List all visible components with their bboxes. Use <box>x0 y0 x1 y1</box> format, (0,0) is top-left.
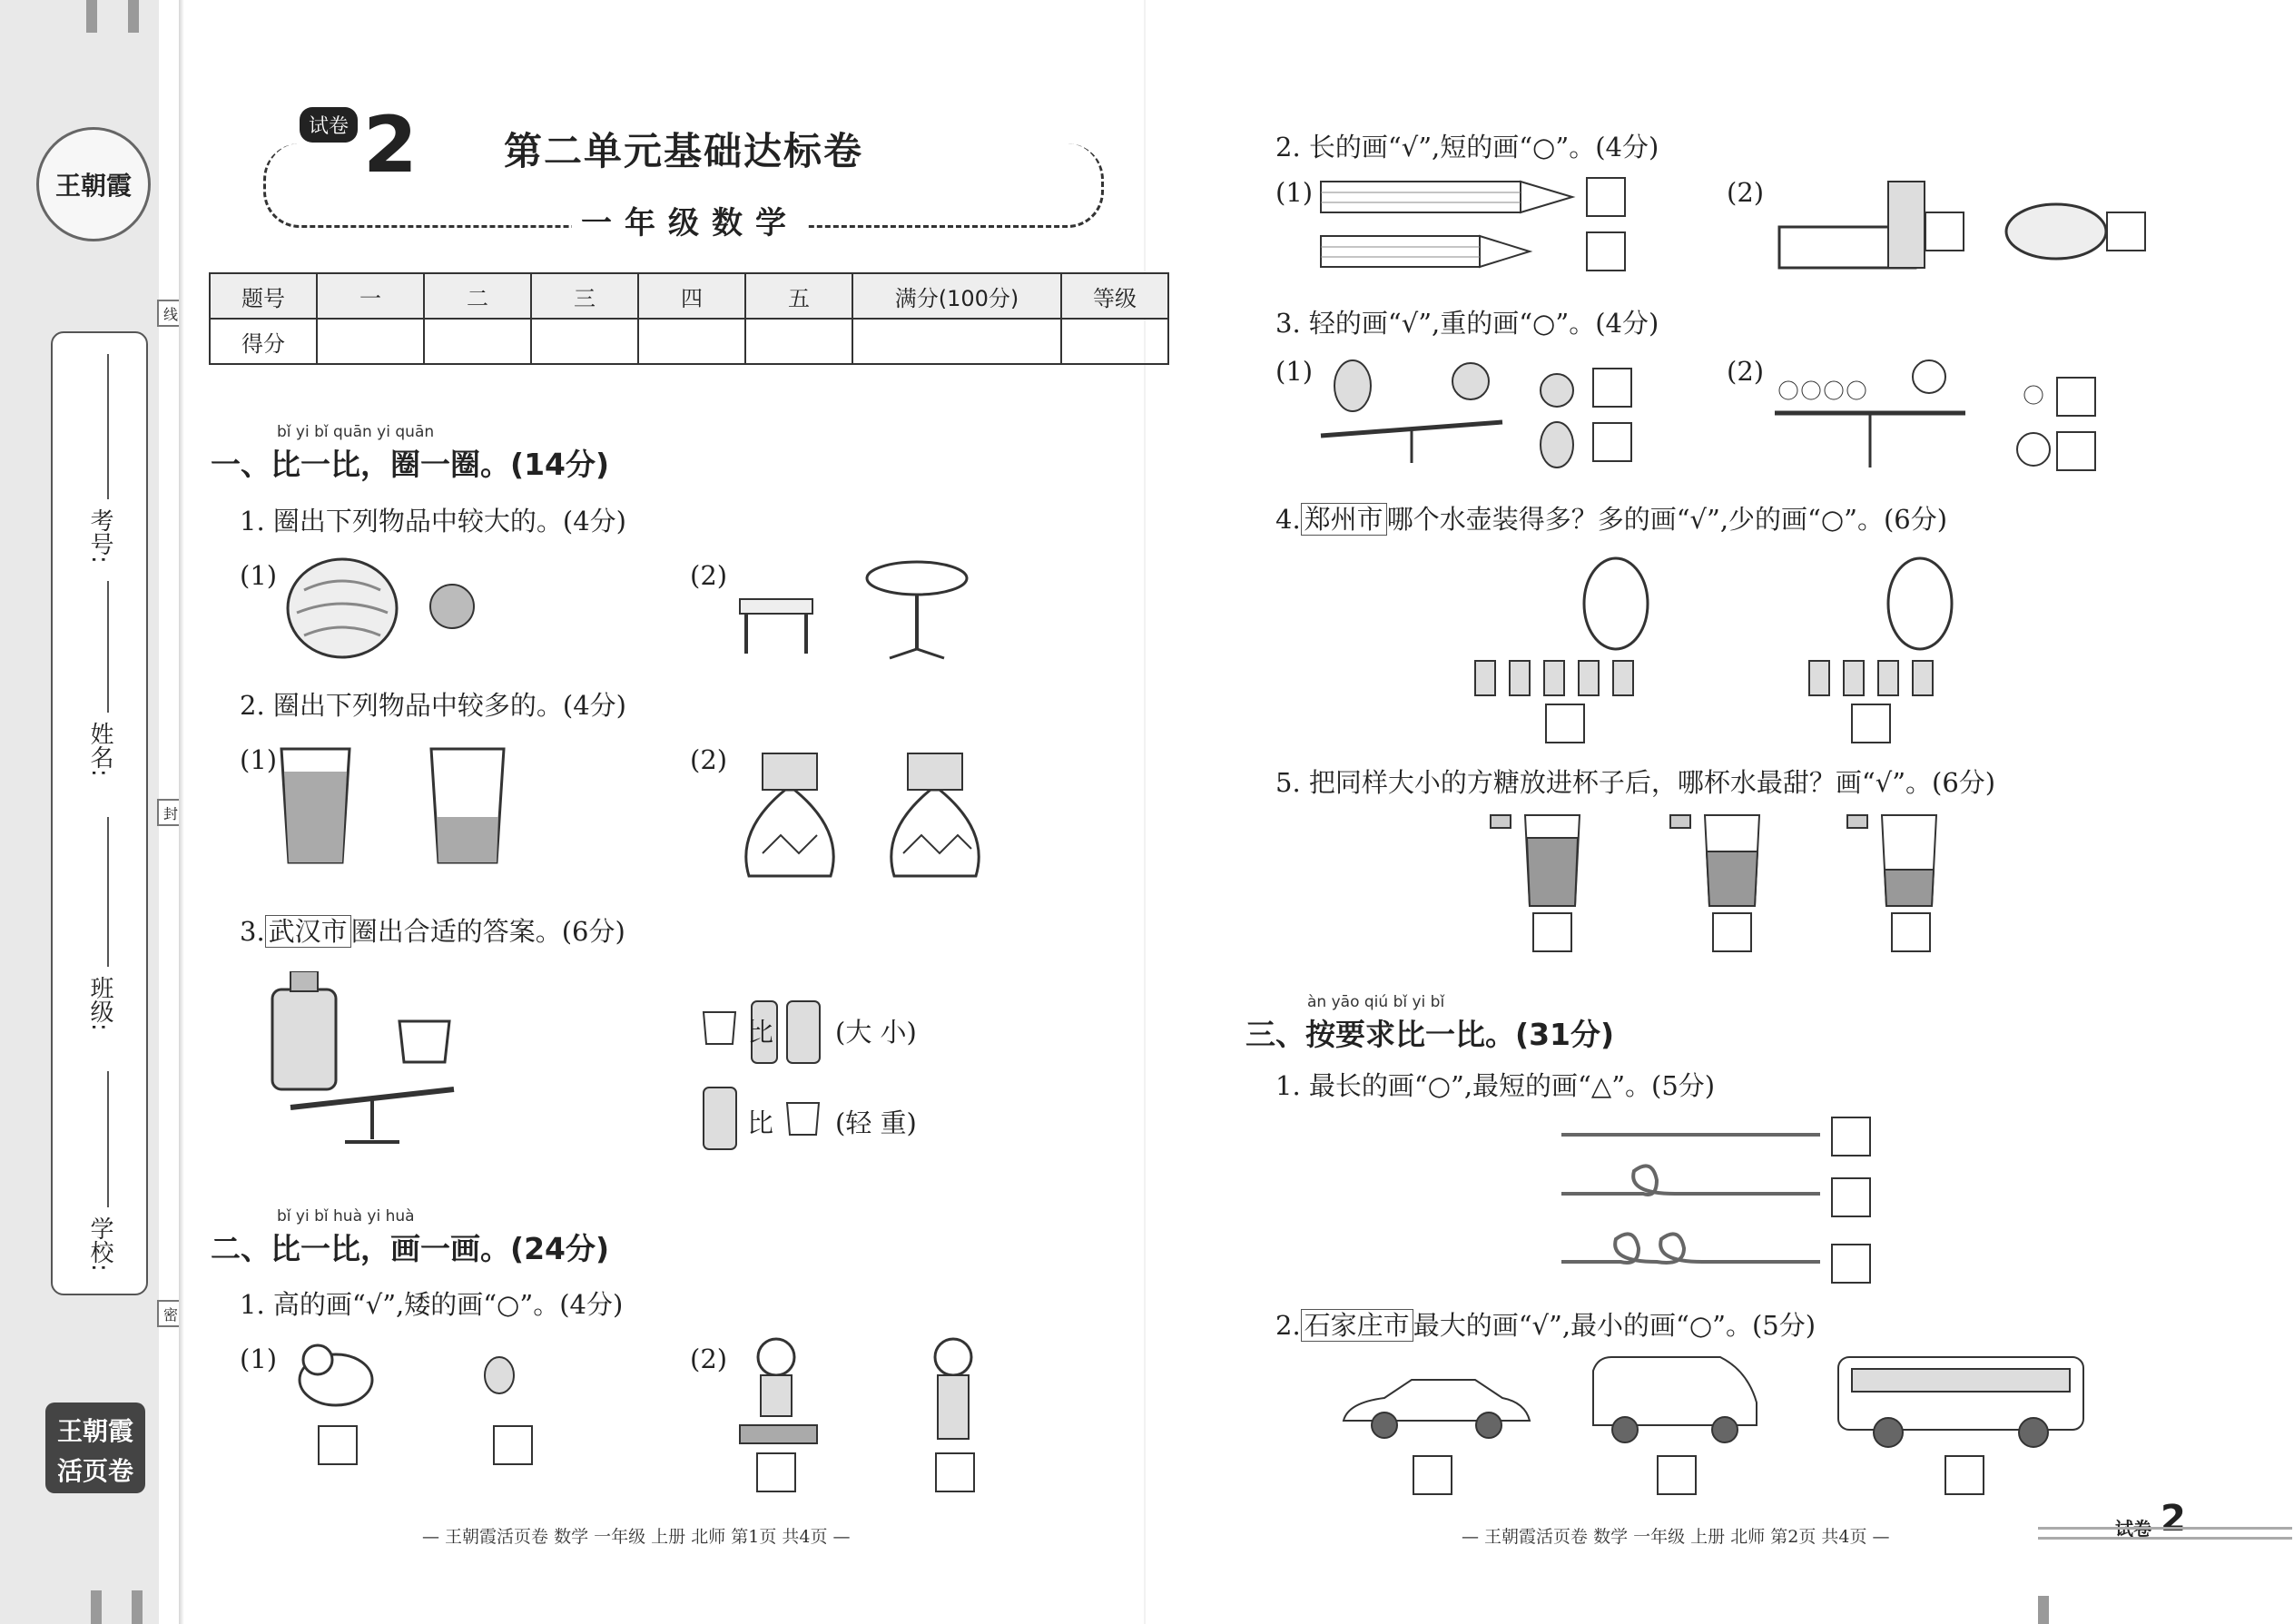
answer-box[interactable] <box>1831 1117 1871 1156</box>
bottom-stripe <box>132 1590 143 1624</box>
answer-box[interactable] <box>1925 212 1964 251</box>
answer-box[interactable] <box>1851 704 1891 743</box>
section2-title: 二、比一比，画一画。(24分) <box>211 1231 610 1266</box>
s2-q5: 5. 把同样大小的方糖放进杯子后，哪杯水最甜？画“√”。(6分) <box>1275 767 1996 798</box>
vehicles-icon <box>1339 1353 2092 1452</box>
table-row: 题号 一 二 三 四 五 满分(100分) 等级 <box>210 273 1168 319</box>
line-lengths-icon <box>1557 1117 1829 1275</box>
candy-bags-icon[interactable] <box>731 749 994 885</box>
footer-right: — 王朝霞活页卷 数学 一年级 上册 北师 第2页 共4页 — <box>1462 1527 1890 1547</box>
class-line[interactable] <box>107 817 109 967</box>
chicks-dog-balance-icon <box>1770 354 2097 481</box>
section1-title: 一、比一比，圈一圈。(14分) <box>211 447 610 482</box>
stool-table-icon[interactable] <box>735 558 971 667</box>
section2-pinyin: bǐ yi bǐ huà yi huà <box>277 1207 415 1225</box>
footer-left: — 王朝霞活页卷 数学 一年级 上册 北师 第1页 共4页 — <box>422 1527 851 1547</box>
s2-q1: 1. 高的画“√”,矮的画“○”。(4分) <box>240 1289 624 1320</box>
paper-pill: 试卷 <box>300 107 358 143</box>
answer-box[interactable] <box>318 1425 358 1465</box>
answer-box[interactable] <box>2056 431 2096 471</box>
corner-stripe <box>2038 1596 2049 1624</box>
corner-pill: 试卷 <box>2115 1518 2151 1540</box>
answer-box[interactable] <box>1586 231 1626 271</box>
region-tag: 郑州市 <box>1301 503 1387 536</box>
s2-q4: 4. 郑州市 哪个水壶装得多？多的画“√”,少的画“○”。(6分) <box>1275 504 1948 535</box>
weight-options[interactable]: (轻 重) <box>835 1107 917 1138</box>
answer-box[interactable] <box>2106 212 2146 251</box>
s2-q2: 2. 长的画“√”,短的画“○”。(4分) <box>1275 132 1659 162</box>
sugar-cups-icon <box>1489 811 1961 915</box>
bind-mark-seal: 封 <box>157 799 184 826</box>
answer-box[interactable] <box>1545 704 1585 743</box>
paper-title-block <box>263 100 1098 241</box>
bind-mark-close: 密 <box>157 1300 184 1327</box>
jug-icon <box>699 1080 744 1153</box>
answer-box[interactable] <box>1831 1244 1871 1284</box>
corner-number: 2 <box>2161 1498 2186 1540</box>
s1-q1: 1. 圈出下列物品中较大的。(4分) <box>240 506 626 536</box>
region-tag: 武汉市 <box>265 915 351 948</box>
page-subtitle: 一年级数学 <box>572 198 808 242</box>
cat-mouse-icon <box>290 1334 563 1416</box>
answer-box[interactable] <box>1592 422 1632 462</box>
jug-cup-balance-icon[interactable] <box>263 971 472 1153</box>
school-label: 学校: <box>86 1216 113 1272</box>
section3-pinyin: àn yāo qiú bǐ yi bǐ <box>1307 993 1445 1011</box>
section1-pinyin: bǐ yi bǐ quān yi quān <box>277 423 435 441</box>
bind-mark-line: 线 <box>157 300 184 327</box>
pencils-icon <box>1316 177 1580 277</box>
s1-q3: 3. 武汉市 圈出合适的答案。(6分) <box>240 916 625 947</box>
page-fold-shadow <box>179 0 184 1624</box>
corner-decoration <box>2038 1527 2292 1540</box>
answer-box[interactable] <box>1891 912 1931 952</box>
cup-icon <box>783 1094 828 1148</box>
bottom-stripe <box>91 1590 102 1624</box>
section3-title: 三、按要求比一比。(31分) <box>1245 1017 1615 1052</box>
answer-box[interactable] <box>1586 177 1626 217</box>
answer-box[interactable] <box>1657 1455 1697 1495</box>
table-row: 得分 <box>210 319 1168 364</box>
answer-box[interactable] <box>1532 912 1572 952</box>
answer-box[interactable] <box>1592 368 1632 408</box>
s3-q2: 2. 石家庄市 最大的画“√”,最小的画“○”。(5分) <box>1275 1310 1816 1341</box>
paper-number: 2 <box>363 100 418 191</box>
score-table <box>209 272 1169 365</box>
answer-box[interactable] <box>1413 1455 1452 1495</box>
answer-box[interactable] <box>935 1452 975 1492</box>
size-options[interactable]: (大 小) <box>835 1017 917 1048</box>
answer-box[interactable] <box>1712 912 1752 952</box>
s3-q1: 1. 最长的画“○”,最短的画“△”。(5分) <box>1275 1070 1716 1101</box>
exam-number-line[interactable] <box>107 354 109 499</box>
student-info-box <box>51 331 148 1295</box>
kettles-cups-icon <box>1471 549 2015 704</box>
answer-box[interactable] <box>1831 1177 1871 1217</box>
center-fold <box>1144 0 1146 1624</box>
watermelon-orange-icon[interactable] <box>286 554 522 663</box>
brand-logo: 王朝霞 <box>36 127 151 241</box>
children-height-icon <box>735 1334 1008 1452</box>
region-tag: 石家庄市 <box>1301 1309 1413 1342</box>
school-line[interactable] <box>107 1071 109 1207</box>
answer-box[interactable] <box>493 1425 533 1465</box>
brand-badge: 王朝霞 活页卷 <box>45 1403 145 1493</box>
s2-q3: 3. 轻的画“√”,重的画“○”。(4分) <box>1275 308 1659 339</box>
answer-box[interactable] <box>1944 1455 1984 1495</box>
answer-box[interactable] <box>2056 377 2096 417</box>
water-glasses-icon[interactable] <box>277 744 522 871</box>
pear-apple-balance-icon <box>1316 349 1589 477</box>
name-label: 姓名: <box>86 722 113 777</box>
exam-number-label: 考号: <box>86 508 113 564</box>
s1-q2: 2. 圈出下列物品中较多的。(4分) <box>240 690 626 721</box>
class-label: 班级: <box>86 976 113 1031</box>
name-line[interactable] <box>107 581 109 713</box>
jug-icon <box>783 994 828 1067</box>
answer-box[interactable] <box>756 1452 796 1492</box>
page-title: 第二单元基础达标卷 <box>504 129 864 173</box>
